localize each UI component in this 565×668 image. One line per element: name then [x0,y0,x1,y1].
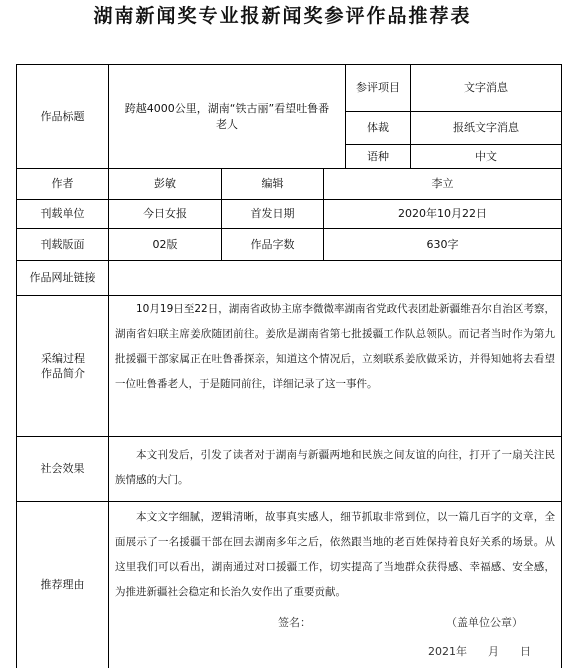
word-count-label: 作品字数 [250,237,295,251]
first-pub-date-value: 2020年10月22日 [398,207,487,221]
date-month: 月 [488,645,499,658]
seal-label: （盖单位公章） [446,616,523,629]
table-border [16,295,562,296]
publisher-label: 刊载单位 [40,207,85,221]
process-label: 采编过程作品简介 [41,351,85,380]
category-value: 文字消息 [464,81,508,95]
recommendation-form [16,64,562,668]
language-label: 语种 [367,149,389,163]
date-year: 2021年 [428,645,467,658]
reason-text: 本文文字细腻，逻辑清晰，故事真实感人，细节抓取非常到位，以一篇几百字的文章，全面展示了一名援疆干部在回去湖南多年之后，依然跟当地的老百姓保持着良好关系的场景。从这里我们可以看出，湖南通过对口援疆工作，切实提高了当地群众获得感、幸福感、安全感，为推进新疆社会稳定和长治久安作出了重要贡献。 [115,511,555,598]
page-value: 02版 [152,237,178,251]
signature-label: 签名： [278,616,311,629]
publisher-value: 今日女报 [143,207,187,221]
effect-text: 本文刊发后，引发了读者对于湖南与新疆两地和民族之间友谊的向往，打开了一扇关注民族情感的大门。 [115,449,555,486]
process-text: 10月19日至22日，湖南省政协主席李微微率湖南省党政代表团赴新疆维吾尔自治区考察，湖南省妇联主席姜欣随团前往。姜欣是湖南省第七批援疆工作队总领队。而记者当时作为第九批援疆干部家属正在吐鲁番探亲，知道这个情况后，立刻联系姜欣做采访，并得知她将去看望一位吐鲁番老人，于是随同前往，详细记录了这一事件。 [115,303,555,390]
editor-label: 编辑 [261,177,284,191]
genre-value: 报纸文字消息 [453,121,519,135]
work-title-label: 作品标题 [40,109,85,123]
page-title: 湖南新闻奖专业报新闻奖参评作品推荐表 [93,5,472,27]
url-value [109,261,561,295]
author-value: 彭敏 [154,177,176,191]
effect-label: 社会效果 [40,462,85,476]
category-label: 参评项目 [356,81,400,95]
work-title-value: 跨越4000公里，湖南“铁古丽”看望吐鲁番老人 [124,102,330,131]
language-value: 中文 [475,149,497,163]
word-count-value: 630字 [426,237,459,251]
table-border [108,64,109,668]
page-label: 刊载版面 [40,237,85,251]
date-day: 日 [520,645,531,658]
table-border [561,64,562,668]
author-label: 作者 [51,177,74,191]
reason-label: 推荐理由 [40,578,85,592]
editor-value: 李立 [431,177,454,191]
url-label: 作品网址链接 [29,271,96,285]
genre-label: 体裁 [367,121,389,135]
first-pub-date-label: 首发日期 [250,207,295,221]
